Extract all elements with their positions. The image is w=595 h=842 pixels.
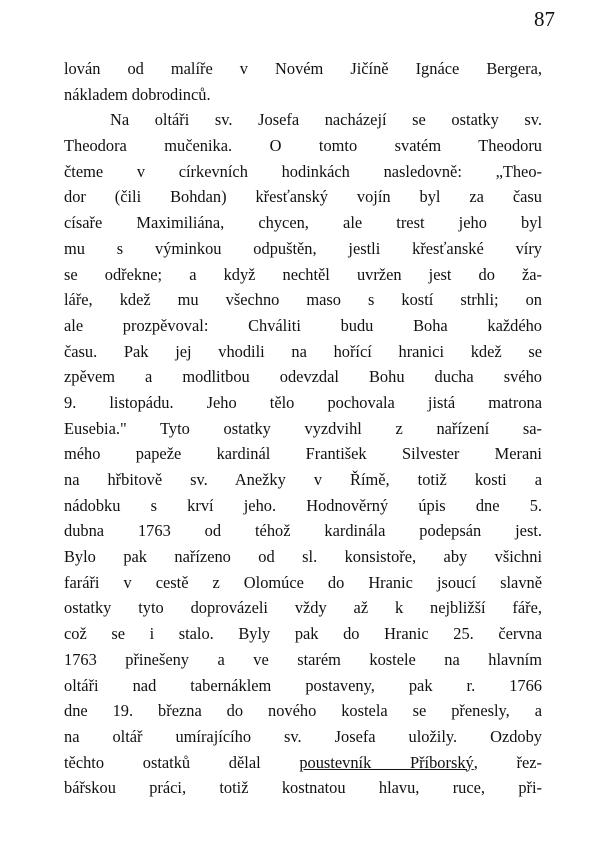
- text-line: bářskou práci, totiž kostnatou hlavu, ruce, při-: [64, 778, 542, 798]
- text-line: 1763 přinešeny a ve starém kostele na hlavním: [64, 649, 542, 669]
- text-line: lován od malíře v Novém Jičíně Ignáce Bergera,: [64, 59, 542, 78]
- text-line: oltáři nad tabernáklem postaveny, pak r. 1766: [64, 675, 542, 695]
- text-line: Theodora mučenika. O tomto svatém Theodoru: [64, 136, 542, 156]
- text-line: mého papeže kardinál František Silvester Merani: [64, 444, 542, 464]
- text-line: na oltář umírajícího sv. Josefa uložily. Ozdoby: [64, 726, 542, 746]
- text-line: císaře Maximiliána, chycen, ale trest jeho byl: [64, 213, 542, 233]
- text-line: 9. listopádu. Jeho tělo pochovala jistá matrona: [64, 392, 542, 412]
- text-line: nákladem dobrodinců.: [64, 84, 211, 104]
- text-line: což se i stalo. Byly pak do Hranic 25. června: [64, 624, 542, 644]
- text-line: dor (čili Bohdan) křesťanský vojín byl za času: [64, 187, 542, 207]
- text-segment: , řez-: [473, 752, 542, 772]
- text-line: čteme v církevních hodinkách nasledovně: „Theo-: [64, 161, 542, 181]
- text-line: nádobku s krví jeho. Hodnověrný úpis dne 5.: [64, 495, 542, 515]
- text-line: dubna 1763 od téhož kardinála podepsán jest.: [64, 521, 542, 541]
- text-line-with-correction: [64, 750, 542, 776]
- struck-through-text: poustevník Příborský: [299, 752, 474, 772]
- text-segment: těchto ostatků dělal: [64, 752, 300, 772]
- text-line: láře, kdež mu všechno maso s kostí strhli; on: [64, 290, 542, 310]
- text-line: na hřbitově sv. Anežky v Římě, totiž kosti a: [64, 470, 542, 489]
- text-line: dne 19. března do nového kostela se přenesly, a: [64, 701, 542, 721]
- text-line: Eusebia." Tyto ostatky vyzdvihl z nařízení sa-: [64, 418, 542, 438]
- body-text: [64, 56, 542, 801]
- text-line: ale prozpěvoval: Chváliti budu Boha každého: [64, 315, 542, 335]
- text-line: mu s výminkou odpuštěn, jestli křesťanské víry: [64, 238, 542, 258]
- text-line: faráři v cestě z Olomúce do Hranic jsoucí slavně: [64, 572, 542, 592]
- text-line: se odřekne; a když nechtěl uvržen jest do ža-: [64, 264, 542, 284]
- text-line: času. Pak jej vhodili na hořící hranici kdež se: [64, 341, 542, 361]
- text-line: Bylo pak nařízeno od sl. konsistoře, aby všichni: [64, 547, 542, 567]
- text-line: zpěvem a modlitbou odevzdal Bohu ducha svého: [64, 367, 542, 387]
- paragraph-start-line: Na oltáři sv. Josefa nacházejí se ostatky sv.: [110, 110, 542, 130]
- text-line: ostatky tyto doprovázeli vždy až k nejbližší fáře,: [64, 598, 542, 618]
- page-number: 87: [534, 7, 555, 31]
